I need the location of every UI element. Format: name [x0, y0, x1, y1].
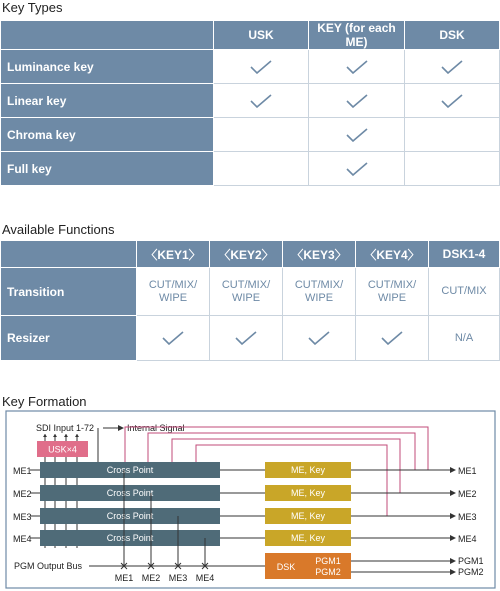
arrow-icon: [53, 434, 57, 437]
me-key-label: ME, Key: [290, 511, 326, 521]
me-output-label: ME4: [458, 534, 477, 544]
cell-text: CUT/MIX/ WIPE: [367, 278, 417, 304]
row-label-resizer: Resizer: [1, 316, 137, 361]
row-label-full: Full key: [1, 152, 214, 186]
me-key-label: ME, Key: [290, 488, 326, 498]
cross-point-label: Cross Point: [106, 488, 154, 498]
sdi-input-label: SDI Input 1-72: [36, 423, 95, 433]
pgm2-output-label: PGM2: [458, 567, 484, 577]
dsk-pgm2-label: PGM2: [315, 567, 341, 577]
arrow-icon: [450, 558, 456, 564]
col-header-usk: USK: [214, 21, 309, 50]
arrow-icon: [450, 513, 456, 519]
me-output-label: ME1: [458, 466, 477, 476]
col-header-key4: 〈KEY4〉: [356, 241, 429, 268]
bus-label: ME4: [195, 573, 215, 583]
col-header-dsk14: DSK1-4: [429, 241, 500, 268]
me-label: ME3: [13, 512, 32, 522]
row-label-transition: Transition: [1, 268, 137, 316]
cross-point-label: Cross Point: [106, 511, 154, 521]
me-row-2: [13, 485, 477, 501]
me-row-3: [13, 508, 477, 524]
col-header-key3: 〈KEY3〉: [283, 241, 356, 268]
me-label: ME1: [13, 466, 32, 476]
row-label-linear: Linear key: [1, 84, 214, 118]
me-output-label: ME2: [458, 489, 477, 499]
arrow-icon: [43, 434, 47, 437]
cross-point-label: Cross Point: [106, 533, 154, 543]
row-label-luminance: Luminance key: [1, 50, 214, 84]
col-header-key: KEY (for each ME): [309, 21, 405, 50]
cell-text: CUT/MIX: [441, 285, 487, 297]
cross-point-label: Cross Point: [106, 465, 154, 475]
me-key-label: ME, Key: [290, 465, 326, 475]
me-output-label: ME3: [458, 512, 477, 522]
me-label: ME4: [13, 534, 32, 544]
me-row-4: [13, 530, 477, 546]
usk-input-heads: [43, 434, 79, 437]
available-functions-title: Available Functions: [2, 222, 115, 237]
feedback-wire: [196, 445, 387, 516]
arrow-icon: [450, 467, 456, 473]
arrow-icon: [75, 434, 79, 437]
arrow-icon: [118, 425, 124, 431]
dsk-label: DSK: [276, 562, 296, 572]
pgm-bus-label: PGM Output Bus: [14, 561, 83, 571]
arrow-icon: [450, 490, 456, 496]
cell-text: N/A: [454, 331, 474, 344]
bus-label: ME3: [168, 573, 188, 583]
pgm1-output-label: PGM1: [458, 556, 484, 566]
key-formation-title: Key Formation: [2, 394, 87, 409]
arrow-icon: [450, 535, 456, 541]
col-header-key2: 〈KEY2〉: [210, 241, 283, 268]
usk-input-arrows: [45, 434, 77, 441]
dsk-pgm1-label: PGM1: [315, 556, 341, 566]
me-row-1: [13, 462, 477, 478]
arrow-icon: [64, 434, 68, 437]
cell-text: CUT/MIX/ WIPE: [294, 278, 344, 304]
usk-label: USK×4: [48, 444, 77, 455]
internal-signal-label: Internal Signal: [127, 423, 185, 433]
col-header-dsk: DSK: [405, 21, 500, 50]
key-types-title: Key Types: [2, 0, 63, 15]
bus-label: ME1: [114, 573, 134, 583]
bus-label: ME2: [141, 573, 161, 583]
arrow-icon: [450, 569, 456, 575]
me-key-label: ME, Key: [290, 533, 326, 543]
cell-text: CUT/MIX/ WIPE: [148, 278, 198, 304]
row-label-chroma: Chroma key: [1, 118, 214, 152]
cell-text: CUT/MIX/ WIPE: [221, 278, 271, 304]
me-label: ME2: [13, 489, 32, 499]
col-header-key1: 〈KEY1〉: [137, 241, 210, 268]
